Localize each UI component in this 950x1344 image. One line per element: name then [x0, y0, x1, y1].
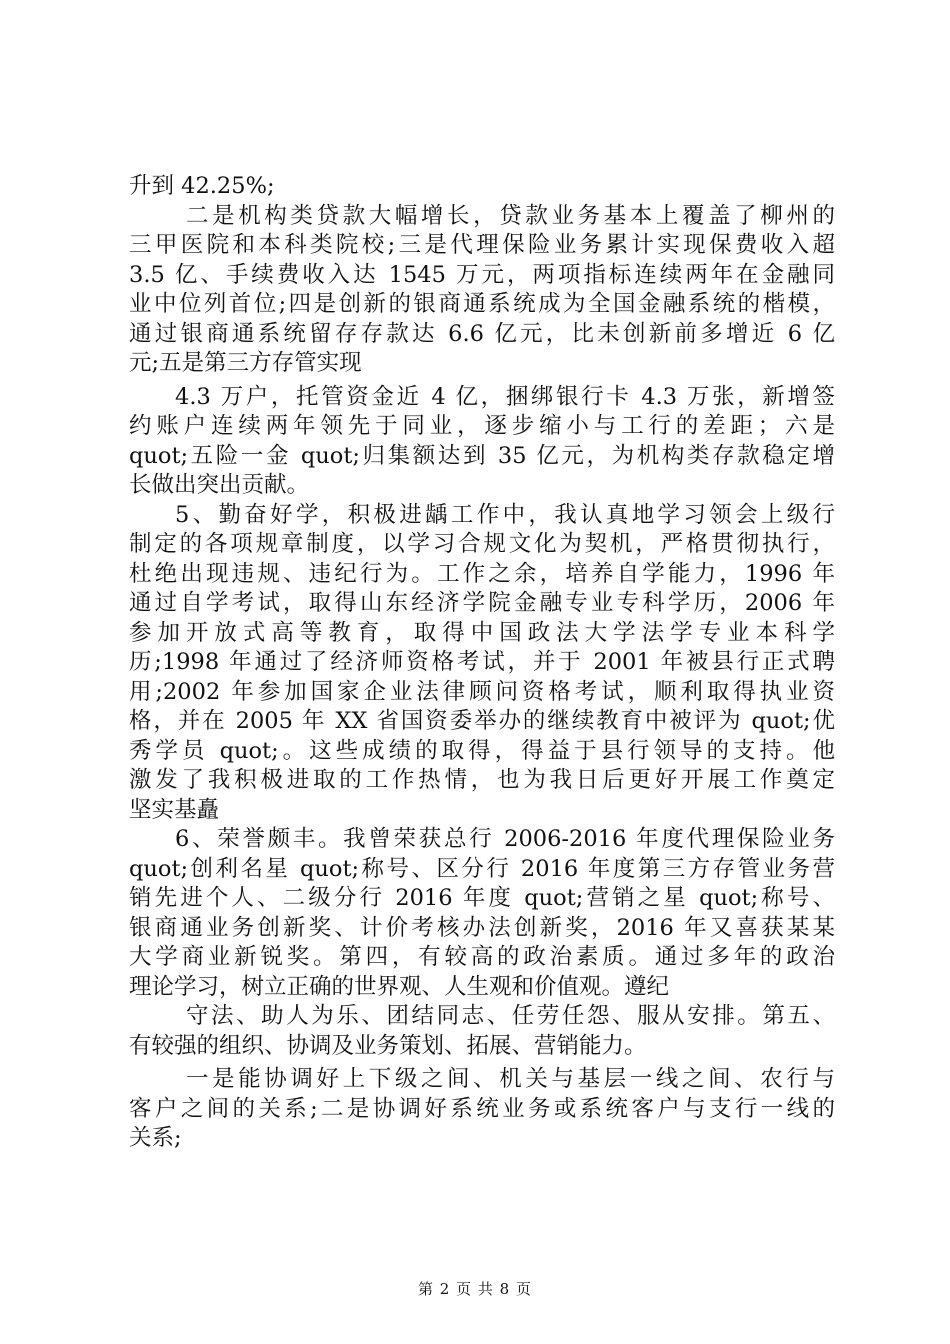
- text-line: 元;五是第三方存管实现: [129, 350, 362, 376]
- text-line: 长做出突出贡献。: [129, 472, 310, 498]
- body-text: [129, 172, 835, 1154]
- text-line: 关系;: [129, 1125, 182, 1151]
- text-line: 银商通业务创新奖、计价考核办法创新奖，2016 年又喜获某某: [129, 914, 835, 941]
- text-line: 6、荣誉颇丰。我曾荣获总行 2006-2016 年度代理保险业务: [175, 826, 835, 852]
- text-line: 用;2002 年参加国家企业法律顾问资格考试，顺利取得执业资: [129, 678, 835, 705]
- text-line: 通过银商通系统留存存款达 6.6 亿元，比未创新前多增近 6 亿: [129, 320, 835, 347]
- text-line: 3.5 亿、手续费收入达 1545 万元，两项指标连续两年在金融同: [129, 261, 835, 288]
- text-line: 三甲医院和本科类院校;三是代理保险业务累计实现保费收入超: [129, 232, 835, 258]
- text-line: 二是机构类贷款大幅增长，贷款业务基本上覆盖了柳州的: [186, 202, 835, 229]
- text-line: 杜绝出现违规、违纪行为。工作之余，培养自学能力，1996 年: [129, 560, 835, 587]
- page-number-footer: 第 2 页 共 8 页: [418, 1280, 532, 1298]
- text-line: 秀学员 quot;。这些成绩的取得，得益于县行领导的支持。他: [129, 737, 835, 764]
- text-line: quot;五险一金 quot;归集额达到 35 亿元，为机构类存款稳定增: [129, 442, 835, 469]
- text-line: 理论学习，树立正确的世界观、人生观和价值观。遵纪: [129, 973, 670, 1000]
- text-line: 坚实基矗: [129, 796, 220, 823]
- text-line: 约账户连续两年领先于同业，逐步缩小与工行的差距；六是: [129, 413, 835, 439]
- text-line: 业中位列首位;四是创新的银商通系统成为全国金融系统的楷模，: [129, 291, 835, 317]
- text-line: quot;创利名星 quot;称号、区分行 2016 年度第三方存管业务营: [129, 855, 835, 882]
- text-line: 升到 42.25%;: [129, 173, 275, 199]
- text-line: 大学商业新锐奖。第四，有较高的政治素质。通过多年的政治: [129, 944, 835, 970]
- text-line: 格，并在 2005 年 XX 省国资委举办的继续教育中被评为 quot;优: [129, 708, 835, 734]
- text-line: 制定的各项规章制度，以学习合规文化为契机，严格贯彻执行，: [129, 531, 835, 557]
- text-line: 4.3 万户，托管资金近 4 亿，捆绑银行卡 4.3 万张，新增签: [175, 383, 835, 410]
- text-line: 销先进个人、二级分行 2016 年度 quot;营销之星 quot;称号、: [129, 885, 835, 911]
- text-line: 客户之间的关系;二是协调好系统业务或系统客户与支行一线的: [129, 1095, 835, 1122]
- text-line: 有较强的组织、协调及业务策划、拓展、营销能力。: [129, 1032, 647, 1059]
- text-line: 一是能协调好上下级之间、机关与基层一线之间、农行与: [186, 1066, 835, 1092]
- text-line: 5、勤奋好学，积极进龋工作中，我认真地学习领会上级行: [175, 501, 835, 528]
- text-line: 通过自学考试，取得山东经济学院金融专业专科学历，2006 年: [129, 590, 835, 616]
- text-line: 历;1998 年通过了经济师资格考试，并于 2001 年被县行正式聘: [129, 649, 835, 675]
- text-line: 激发了我积极进取的工作热情，也为我日后更好开展工作奠定: [129, 767, 835, 793]
- text-line: 参加开放式高等教育，取得中国政法大学法学专业本科学: [129, 619, 835, 646]
- text-line: 守法、助人为乐、团结同志、任劳任怨、服从安排。第五、: [186, 1003, 835, 1029]
